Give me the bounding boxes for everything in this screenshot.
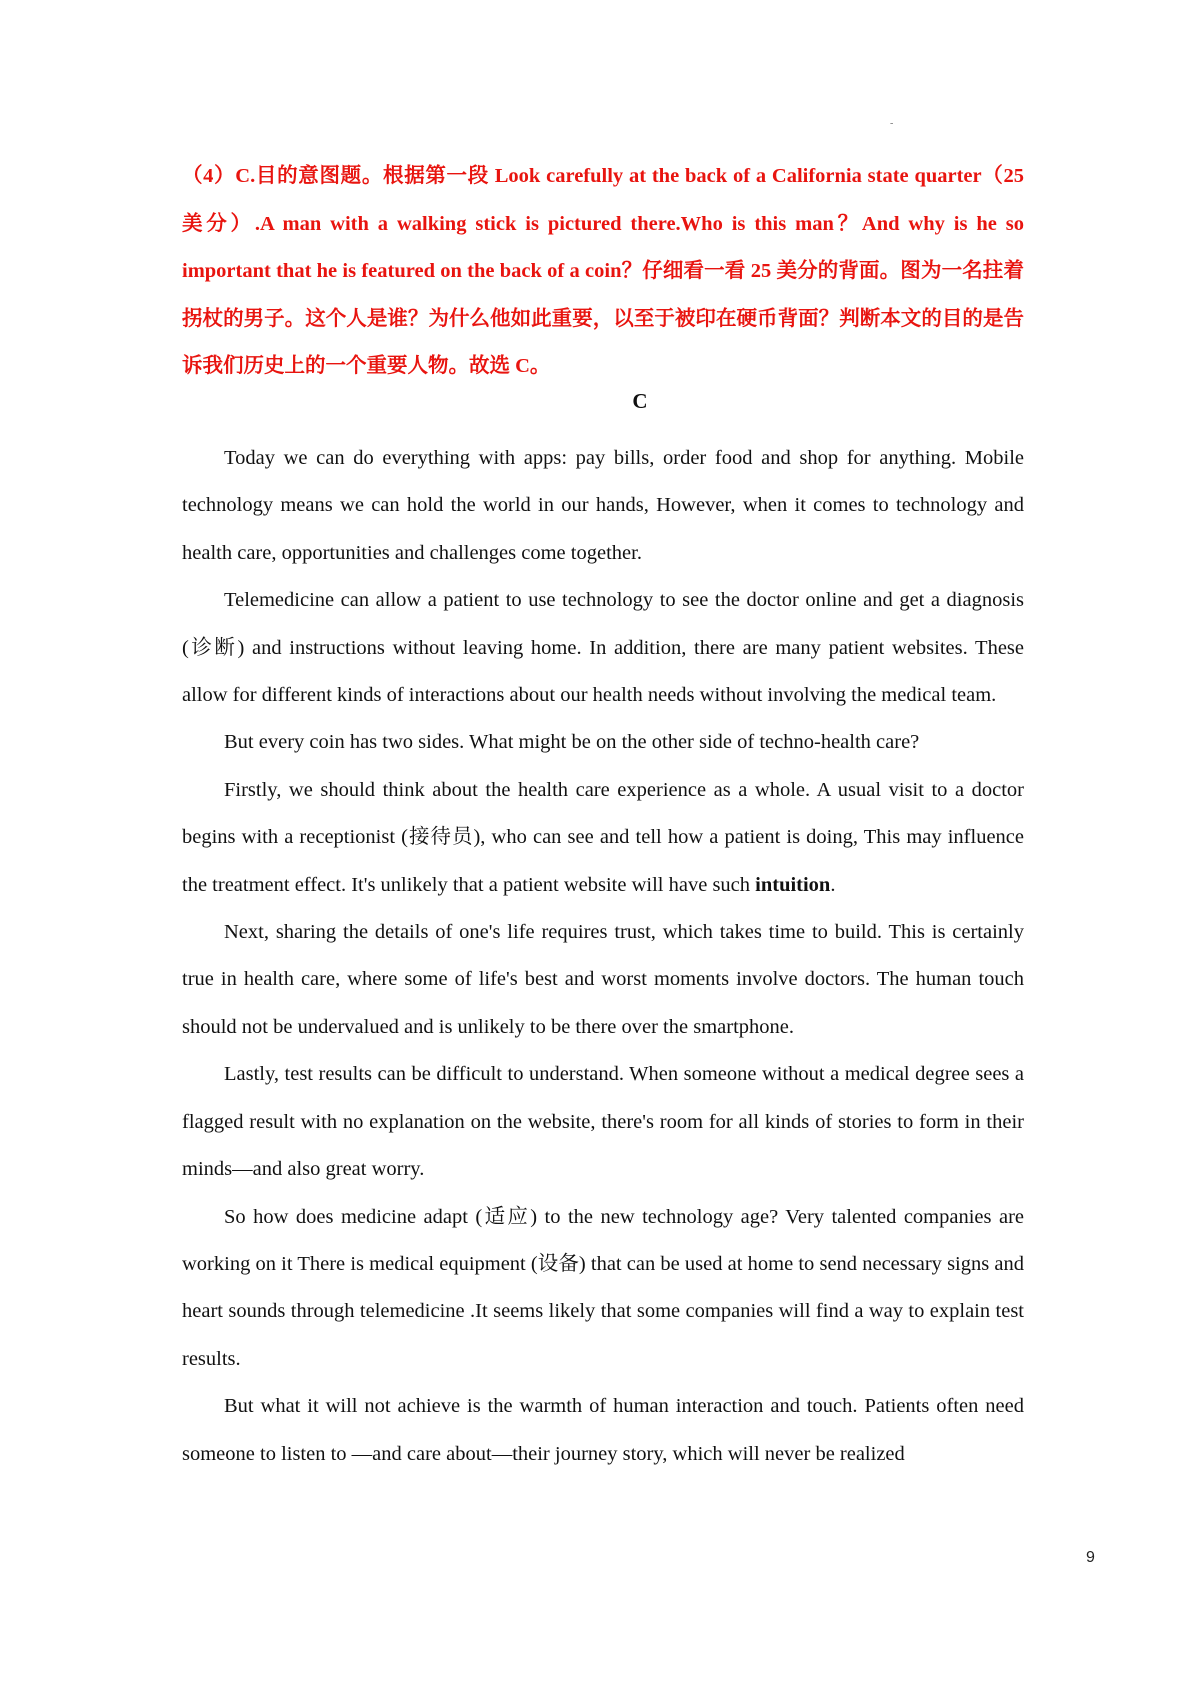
page-number: 9 xyxy=(1086,1549,1095,1566)
passage-paragraph-5: Next, sharing the details of one's life requires trust, which takes time to build. This is certainly true in health care, where some of life's best and worst moments involve doctors. The human touch should not be undervalued and is unlikely to be there over the smartphone. xyxy=(182,921,1024,1038)
stray-mark: - xyxy=(890,118,894,129)
passage-paragraph-7: So how does medicine adapt (适应) to the new technology age? Very talented companies are working on it There is medical equipment (设备) that can be used at home to send necessary signs and heart sounds through telemedicine .It seems likely that some companies will find a way to explain test results. xyxy=(182,1205,1024,1370)
answer-explanation: （4）C.目的意图题。根据第一段 Look carefully at the back of a California state quarter（25美分）.A man with a walking stick is pictured there.Who is this man？And why is he so important that he is featured on the back of a coin？仔细看一看 25 美分的背面。图为一名拄着拐杖的男子。这个人是谁？为什么他如此重要，以至于被印在硬币背面？判断本文的目的是告诉我们历史上的一个重要人物。故选 C。 xyxy=(182,165,1024,377)
paragraph-4-end: . xyxy=(830,873,836,896)
passage-paragraph-6: Lastly, test results can be difficult to understand. When someone without a medical degree sees a flagged result with no explanation on the website, there's room for all kinds of stories to form in their minds—and also great worry. xyxy=(182,1063,1024,1181)
passage-paragraph-2: Telemedicine can allow a patient to use technology to see the doctor online and get a diagnosis (诊断) and instructions without leaving home. In addition, there are many patient websites. These allow for different kinds of interactions about our health needs without involving the medical team. xyxy=(182,589,1024,707)
passage-paragraph-8: But what it will not achieve is the warmth of human interaction and touch. Patients often need someone to listen to —and care about—their journey story, which will never be realized xyxy=(182,1395,1024,1465)
reading-passage xyxy=(182,435,1024,1478)
passage-paragraph-3: But every coin has two sides. What might be on the other side of techno-health care? xyxy=(224,731,920,754)
section-title: C xyxy=(632,389,648,413)
passage-paragraph-4 xyxy=(182,767,1024,909)
paragraph-4-text: Firstly, we should think about the health care experience as a whole. A usual visit to a doctor begins with a receptionist (接待员), who can see and tell how a patient is doing, This may influence the treatment effect. It's unlikely that a patient website will have such xyxy=(182,778,1024,896)
passage-paragraph-1: Today we can do everything with apps: pay bills, order food and shop for anything. Mobile technology means we can hold the world in our hands, However, when it comes to technology and health care, opportunities and challenges come together. xyxy=(182,447,1024,564)
bold-word-intuition: intuition xyxy=(755,873,831,896)
